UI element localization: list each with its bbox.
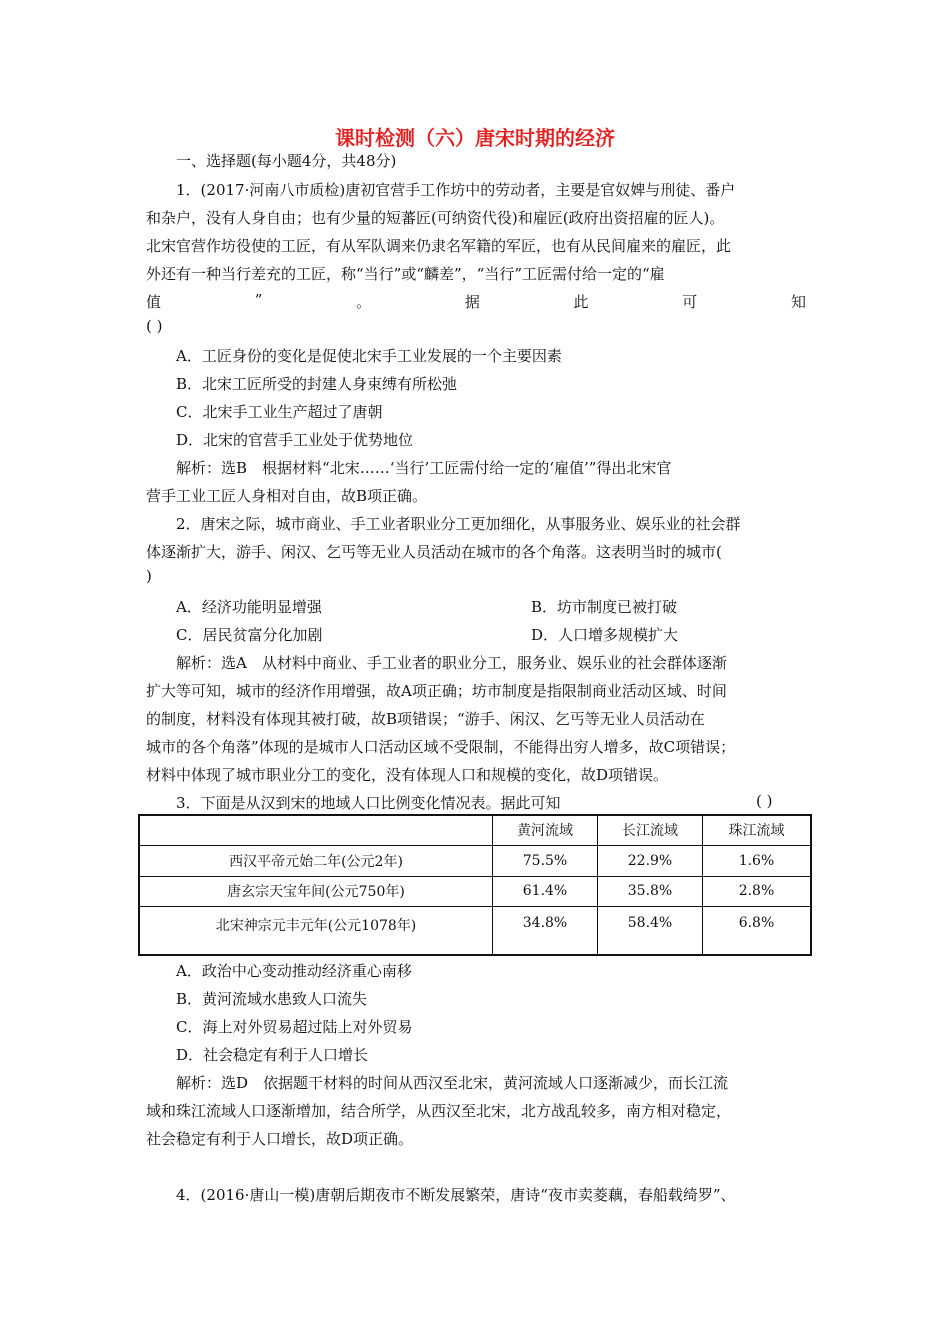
q3-option-a: A．政治中心变动推动经济重心南移 xyxy=(176,962,412,980)
q2-analysis-4: 城市的各个角落”体现的是城市人口活动区域不受限制，不能得出穷人增多，故C项错误； xyxy=(146,738,736,756)
table-cell: 58.4% xyxy=(598,906,703,955)
q2-analysis-5: 材料中体现了城市职业分工的变化，没有体现人口和规模的变化，故D项错误。 xyxy=(146,766,669,784)
page-title: 课时检测（六）唐宋时期的经济 xyxy=(335,126,615,150)
table-header-cell: 黄河流域 xyxy=(493,815,598,845)
table-cell: 1.6% xyxy=(703,845,812,876)
table-cell: 35.8% xyxy=(598,876,703,906)
q3-analysis-1: 解析：选D 依据题干材料的时间从西汉至北宋，黄河流域人口逐渐减少，而长江流 xyxy=(176,1074,729,1092)
table-cell: 6.8% xyxy=(703,906,812,955)
q1-line-3: 北宋官营作坊役使的工匠，有从军队调来仍隶名军籍的军匠，也有从民间雇来的雇匠，此 xyxy=(146,237,732,255)
table-header-row xyxy=(139,815,811,845)
q2-option-b: B．坊市制度已被打破 xyxy=(531,598,678,616)
q2-analysis-3: 的制度，材料没有体现其被打破，故B项错误；“游手、闲汉、乞丐等无业人员活动在 xyxy=(146,710,705,728)
table-cell: 北宋神宗元丰元年(公元1078年) xyxy=(139,906,493,955)
q1-analysis-1: 解析：选B 根据材料“北宋……‘当行’工匠需付给一定的‘雇值’”得出北宋官 xyxy=(176,459,672,477)
table-cell: 34.8% xyxy=(493,906,598,955)
q1-line-1: 1．(2017·河南八市质检)唐初官营手工作坊中的劳动者，主要是官奴婢与刑徒、番户 xyxy=(176,181,736,199)
table-cell: 唐玄宗天宝年间(公元750年) xyxy=(139,876,493,906)
table-cell: 22.9% xyxy=(598,845,703,876)
q2-analysis-2: 扩大等可知，城市的经济作用增强，故A项正确；坊市制度是指限制商业活动区域、时间 xyxy=(146,682,727,700)
q2-option-a: A．经济功能明显增强 xyxy=(176,598,322,616)
population-table xyxy=(138,814,812,956)
table-row xyxy=(139,845,811,876)
q2-line-2: 体逐渐扩大，游手、闲汉、乞丐等无业人员活动在城市的各个角落。这表明当时的城市( xyxy=(146,543,722,561)
q2-option-d: D．人口增多规模扩大 xyxy=(531,626,679,644)
q1-option-d: D．北宋的官营手工业处于优势地位 xyxy=(176,431,414,449)
q1-line-5-char: 此 xyxy=(573,293,589,311)
q1-line-4: 外还有一种当行差充的工匠，称“当行”或“麟差”，“当行”工匠需付给一定的“雇 xyxy=(146,265,665,283)
q1-line-5-char: ” xyxy=(254,291,263,309)
q1-option-c: C．北宋手工业生产超过了唐朝 xyxy=(176,403,383,421)
q1-analysis-2: 营手工业工匠人身相对自由，故B项正确。 xyxy=(146,487,428,505)
q1-line-5-char: 。 xyxy=(356,293,372,311)
q4-line-1: 4．(2016·唐山一模)唐朝后期夜市不断发展繁荣，唐诗“夜市卖菱藕，春船载绮罗”、 xyxy=(176,1186,736,1204)
q1-line-5-char: 据 xyxy=(464,293,480,311)
q3-stem: 3．下面是从汉到宋的地域人口比例变化情况表。据此可知 xyxy=(176,794,561,812)
table-cell: 西汉平帝元始二年(公元2年) xyxy=(139,845,493,876)
table-row xyxy=(139,906,811,955)
table-cell: 61.4% xyxy=(493,876,598,906)
table-row xyxy=(139,876,811,906)
q2-analysis-1: 解析：选A 从材料中商业、手工业者的职业分工，服务业、娱乐业的社会群体逐渐 xyxy=(176,654,727,672)
q3-analysis-2: 域和珠江流域人口逐渐增加，结合所学，从西汉至北宋，北方战乱较多，南方相对稳定， xyxy=(146,1102,732,1120)
q2-line-3: ) xyxy=(146,567,152,585)
q1-answer-paren: ( ) xyxy=(146,317,163,335)
q1-option-b: B．北宋工匠所受的封建人身束缚有所松弛 xyxy=(176,375,458,393)
q1-line-5-char: 知 xyxy=(790,293,806,311)
q1-line-2: 和杂户，没有人身自由；也有少量的短蕃匠(可纳资代役)和雇匠(政府出资招雇的匠人)。 xyxy=(146,209,725,227)
q3-analysis-3: 社会稳定有利于人口增长，故D项正确。 xyxy=(146,1130,414,1148)
q3-option-c: C．海上对外贸易超过陆上对外贸易 xyxy=(176,1018,413,1036)
q1-line-5-char: 值 xyxy=(146,293,162,311)
table-cell: 2.8% xyxy=(703,876,812,906)
q1-line-5 xyxy=(146,291,806,312)
q1-line-5-char: 可 xyxy=(682,293,698,311)
table-header-cell xyxy=(139,815,493,845)
q2-option-c: C．居民贫富分化加剧 xyxy=(176,626,323,644)
q3-option-d: D．社会稳定有利于人口增长 xyxy=(176,1046,369,1064)
q1-option-a: A．工匠身份的变化是促使北宋手工业发展的一个主要因素 xyxy=(176,347,562,365)
table-cell: 75.5% xyxy=(493,845,598,876)
table-header-cell: 珠江流域 xyxy=(703,815,812,845)
q3-answer-paren: ( ) xyxy=(756,792,773,810)
q2-line-1: 2．唐宋之际，城市商业、手工业者职业分工更加细化，从事服务业、娱乐业的社会群 xyxy=(176,515,741,533)
section-heading: 一、选择题(每小题4分，共48分) xyxy=(176,152,397,170)
table-header-cell: 长江流域 xyxy=(598,815,703,845)
q3-option-b: B．黄河流域水患致人口流失 xyxy=(176,990,368,1008)
